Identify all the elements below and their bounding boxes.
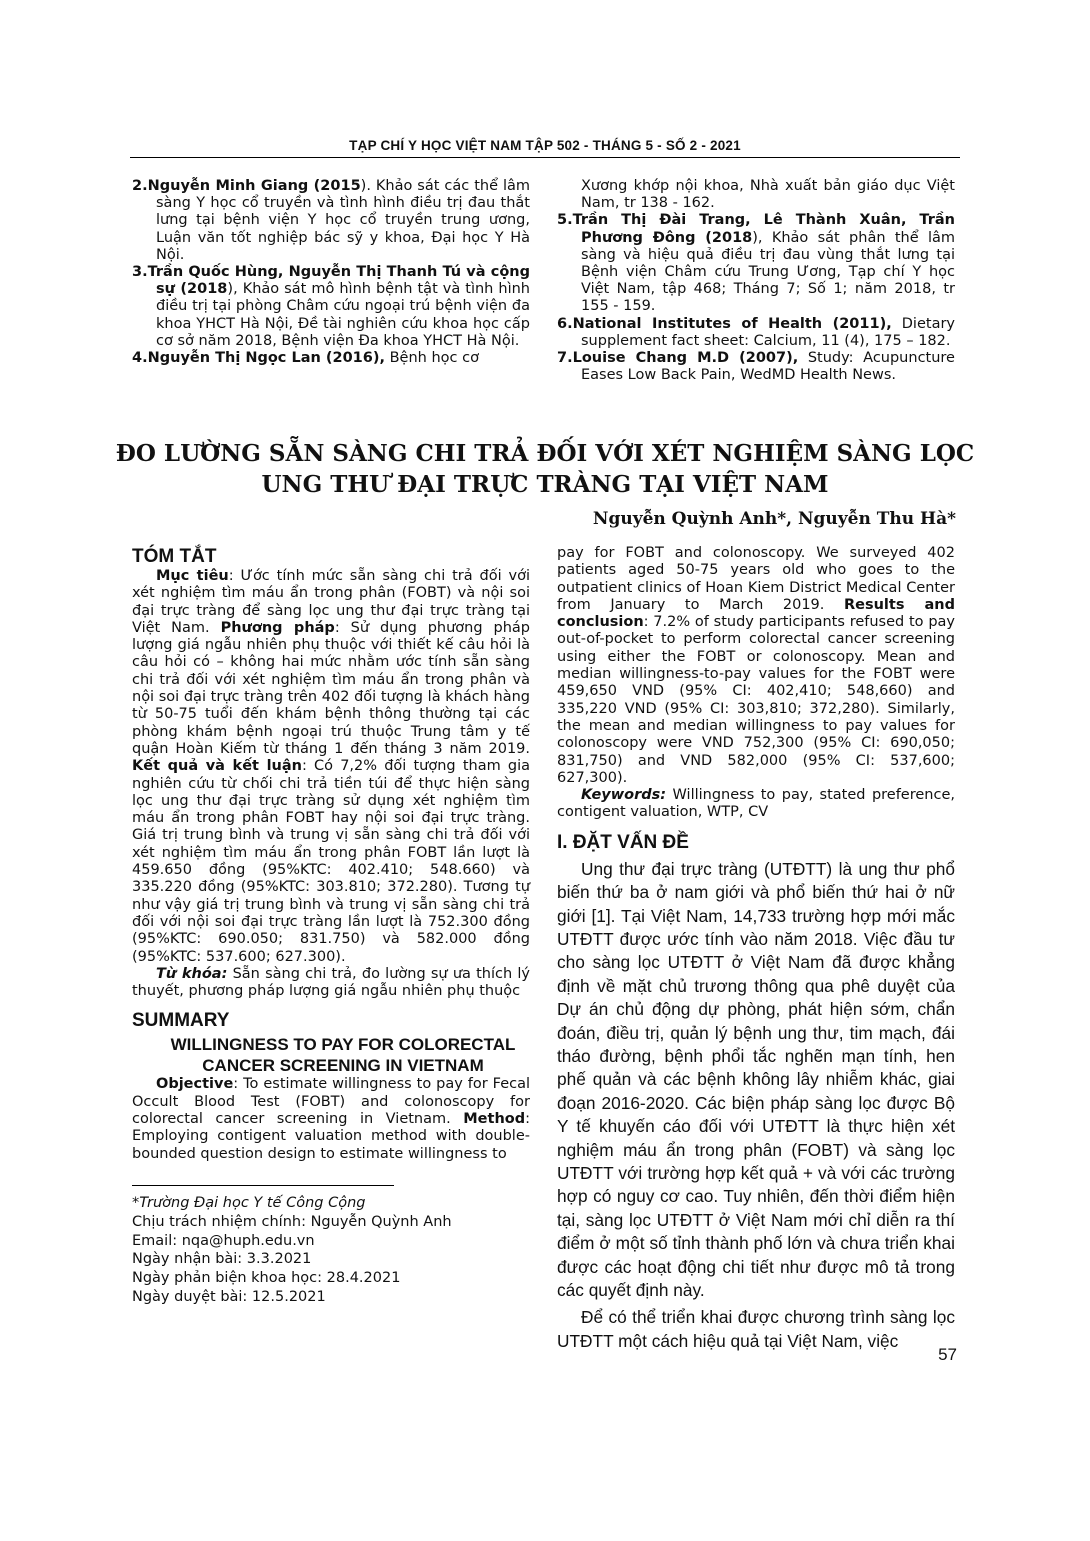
summary-title: WILLINGNESS TO PAY FOR COLORECTAL CANCER SCREENING IN VIETNAM [170, 1035, 516, 1076]
body-column-right [557, 545, 955, 1353]
reference-author: Trần Quốc Hùng, Nguyễn Thị Thanh Tú và cộng sự (2018 [147, 264, 530, 298]
reference-item [132, 264, 530, 350]
footnote-accepted: Ngày duyệt bài: 12.5.2021 [132, 1288, 326, 1305]
reference-text: Bệnh học cơ [384, 350, 479, 367]
abstract-text: : Sử dụng phương pháp lượng giá ngẫu nhiên phụ thuộc với thiết kế câu hỏi là câu hỏi có – không hai mức nhằm ước tính sẵn sàng chi trả đối với xét nghiệm tìm máu ẩn trong phân và nội soi đại trực tràng trên 402 đối tượng là khách hàng từ 50-75 tuổi đến khám bệnh thông thường tại các phòng khám bệnh ngoại trú thuộc Trung tâm y tế quận Hoàn Kiếm từ tháng 1 đến tháng 3 năm 2019. [132, 619, 531, 757]
footnote-affiliation: *Trường Đại học Y tế Công Cộng [132, 1194, 366, 1211]
abstract-column [132, 546, 530, 1307]
reference-item [557, 212, 955, 315]
reference-text: Study: Acupuncture Eases Low Back Pain, WedMD Health News. [581, 350, 955, 384]
reference-author: National Institutes of Health (2011), [572, 315, 892, 332]
references-right [557, 178, 955, 384]
summary-text: : 7.2% of study participants refused to pay out-of-pocket to perform colorectal cancer screening using either the FOBT or colonoscopy. Mean and median willingness-to-pay values for the FOBT were 459,650 VND (95% CI: 402,410; 548,660) and 335,220 VND (95% CI: 303,810; 372,280). Similarly, the mean and median willingness to pay values for colonoscopy were VND 752,300 (95% CI: 690,050; 831,750) and VND 582,000 (95% CI: 537,600; 627,300). [557, 614, 955, 786]
keywords-vi [132, 966, 530, 1001]
abstract-paragraph [132, 568, 530, 966]
summary-continuation [557, 545, 955, 787]
reference-number: 4. [132, 350, 148, 367]
label-tu-khoa: Từ khóa: [156, 965, 228, 982]
reference-continuation: Xương khớp nội khoa, Nhà xuất bản giáo dục Việt Nam, tr 138 - 162. [581, 178, 955, 212]
reference-item [557, 316, 955, 350]
label-objective: Objective [156, 1076, 234, 1093]
references-left [132, 178, 530, 367]
reference-item [132, 178, 530, 264]
footnote-corresponding: Chịu trách nhiệm chính: Nguyễn Quỳnh Anh [132, 1213, 452, 1230]
keywords-text: Sẵn sàng chi trả, đo lường sự ưa thích lý thuyết, phương pháp lượng giá ngẫu nhiên phụ thuộc [132, 965, 530, 1000]
summary-heading: SUMMARY [132, 1010, 230, 1032]
abstract-text: : Có 7,2% đối tượng tham gia nghiên cứu từ chối chi trả tiền túi để thực hiện sàng lọc ung thư đại trực tràng sử dụng xét nghiệm tìm máu ẩn trong phân FOBT hay nội soi đại trực tràng. Giá trị trung bình và trung vị sẵn sàng chi trả đối với xét nghiệm tìm máu ẩn trong phân FOBT lần lượt là 459.650 đồng (95%KTC: 402.410; 548.660) và 335.220 đồng (95%KTC: 303.810; 372.280). Tương tự như vậy giá trị trung bình và trung vị sẵn sàng chi trả đối với nội soi đại trực tràng lần lượt là 752.300 đồng (95%KTC: 690.050; 831.750) và 582.000 đồng (95%KTC: 537.600; 627.300). [132, 758, 530, 965]
running-header: TẠP CHÍ Y HỌC VIỆT NAM TẬP 502 - THÁNG 5 - SỐ 2 - 2021 [349, 138, 741, 153]
article-title [100, 438, 990, 500]
footnote-email: Email: nqa@huph.edu.vn [132, 1232, 315, 1249]
reference-number: 6. [557, 315, 573, 332]
footnotes [132, 1194, 530, 1307]
summary-text: pay for FOBT and colonoscopy. We surveyed 402 patients aged 50-75 years old who goes to the outpatient clinics of Hoan Kiem District Medical Center from January to March 2019. [557, 545, 955, 613]
keywords-text: Willingness to pay, stated preference, contigent valuation, WTP, CV [557, 787, 955, 821]
reference-number: 5. [557, 212, 573, 229]
reference-text: Dietary supplement fact sheet: Calcium, 11 (4), 175 – 182. [581, 315, 955, 349]
footnote-reviewed: Ngày phản biện khoa học: 28.4.2021 [132, 1270, 401, 1287]
reference-number: 3. [132, 264, 148, 281]
intro-paragraph: Để có thể triển khai được chương trình sàng lọc UTĐTT một cách hiệu quả tại Việt Nam, việc [557, 1307, 955, 1351]
summary-text: : Employing contigent valuation method with double-bounded question design to estimate willingness to [132, 1111, 530, 1162]
footnote-rule [132, 1185, 394, 1186]
label-ket-qua: Kết quả và kết luận [132, 758, 302, 775]
page-number: 57 [938, 1345, 957, 1364]
intro-paragraph: Ung thư đại trực tràng (UTĐTT) là ung thư phổ biến thứ ba ở nam giới và phổ biến thứ hai ở nữ giới [1]. Tại Việt Nam, 14,733 trường hợp mới mắc UTĐTT được ước tính vào năm 2018. Việc đầu tư cho sàng lọc UTĐTT ở Việt Nam đã được khẳng định về mặt chủ trương thông qua phê duyệt của Dự án chủ động dự phòng, phát hiện sớm, chẩn đoán, điều trị, quản lý bệnh ung thư, tim mạch, đái tháo đường, bệnh phổi tắc nghẽn mạn tính, hen phế quản và các bệnh không lây nhiễm khác, giai đoạn 2016-2020. Các biện pháp sàng lọc được Bộ Y tế khuyến cáo đối với UTĐTT là thực hiện xét nghiệm máu ẩn trong phân (FOBT) và sàng lọc UTĐTT với trường hợp kết quả + và với các trường hợp có nguy cơ cao. Tuy nhiên, đến thời điểm hiện tại, sàng lọc UTĐTT ở Việt Nam mới chỉ diễn ra thí điểm ở một số tỉnh thành phố lớn và chưa triển khai được các hoạt động chi tiết như được mô tả trong các quyết định này. [557, 858, 955, 1301]
reference-text: ), Khảo sát mô hình bệnh tật và tình hình điều trị tại phòng Châm cứu ngoại trú bệnh viện đa khoa YHCT Hà Nội, Đề tài nghiên cứu khoa học cấp cơ sở năm 2018, Bệnh viện Đa khoa YHCT Hà Nội. [156, 281, 530, 349]
summary-text: : To estimate willingness to pay for Fecal Occult Blood Test (FOBT) and colonoscopy for colorectal cancer screening in Vietnam. [132, 1076, 530, 1128]
reference-number: 7. [557, 350, 573, 367]
reference-author: Nguyễn Minh Giang (2015 [147, 178, 361, 194]
reference-author: Nguyễn Thị Ngọc Lan (2016), [147, 350, 385, 367]
label-phuong-phap: Phương pháp [220, 619, 335, 636]
article-title-line: UNG THƯ ĐẠI TRỰC TRÀNG TẠI VIỆT NAM [261, 471, 829, 498]
footnote-received: Ngày nhận bài: 3.3.2021 [132, 1251, 312, 1268]
label-method: Method [463, 1111, 526, 1128]
reference-item [132, 350, 530, 367]
summary-paragraph [132, 1076, 530, 1162]
article-title-line: ĐO LƯỜNG SẴN SÀNG CHI TRẢ ĐỐI VỚI XÉT NGHIỆM SÀNG LỌC [115, 440, 975, 467]
header-rule [130, 157, 960, 158]
reference-author: Trần Thị Đài Trang, Lê Thành Xuân, Trần Phương Đông (2018 [572, 212, 955, 246]
label-keywords: Keywords: [581, 787, 667, 804]
keywords-en [557, 787, 955, 822]
intro-heading: I. ĐẶT VẤN ĐỀ [557, 831, 689, 853]
label-muc-tieu: Mục tiêu [156, 568, 229, 584]
article-authors: Nguyễn Quỳnh Anh*, Nguyễn Thu Hà* [592, 509, 956, 529]
abstract-heading: TÓM TẮT [132, 546, 217, 567]
reference-number: 2. [132, 178, 148, 194]
abstract-text: : Ước tính mức sẵn sàng chi trả đối với xét nghiệm tìm máu ẩn trong phân (FOBT) và nội soi đại trực tràng để sàng lọc ung thư đại trực tràng tại Việt Nam. [132, 568, 530, 636]
label-results: Results and conclusion [557, 596, 955, 631]
reference-text: ), Khảo sát phân thể lâm sàng và hiệu quả điều trị đau vùng thắt lưng tại Bệnh viện Châm cứu Trung Ương, Tạp chí Y học Việt Nam, tập 468; Tháng 7; Số 1; năm 2018, tr 155 - 159. [581, 229, 955, 315]
reference-text: ). Khảo sát các thể lâm sàng Y học cổ truyền và tình hình điều trị đau thắt lưng tại bệnh viện Y học cổ truyền trung ương, Luận văn tốt nghiệp bác sỹ y khoa, Đại học Y Hà Nội. [156, 178, 530, 263]
reference-item [557, 350, 955, 384]
reference-author: Louise Chang M.D (2007), [572, 350, 799, 367]
